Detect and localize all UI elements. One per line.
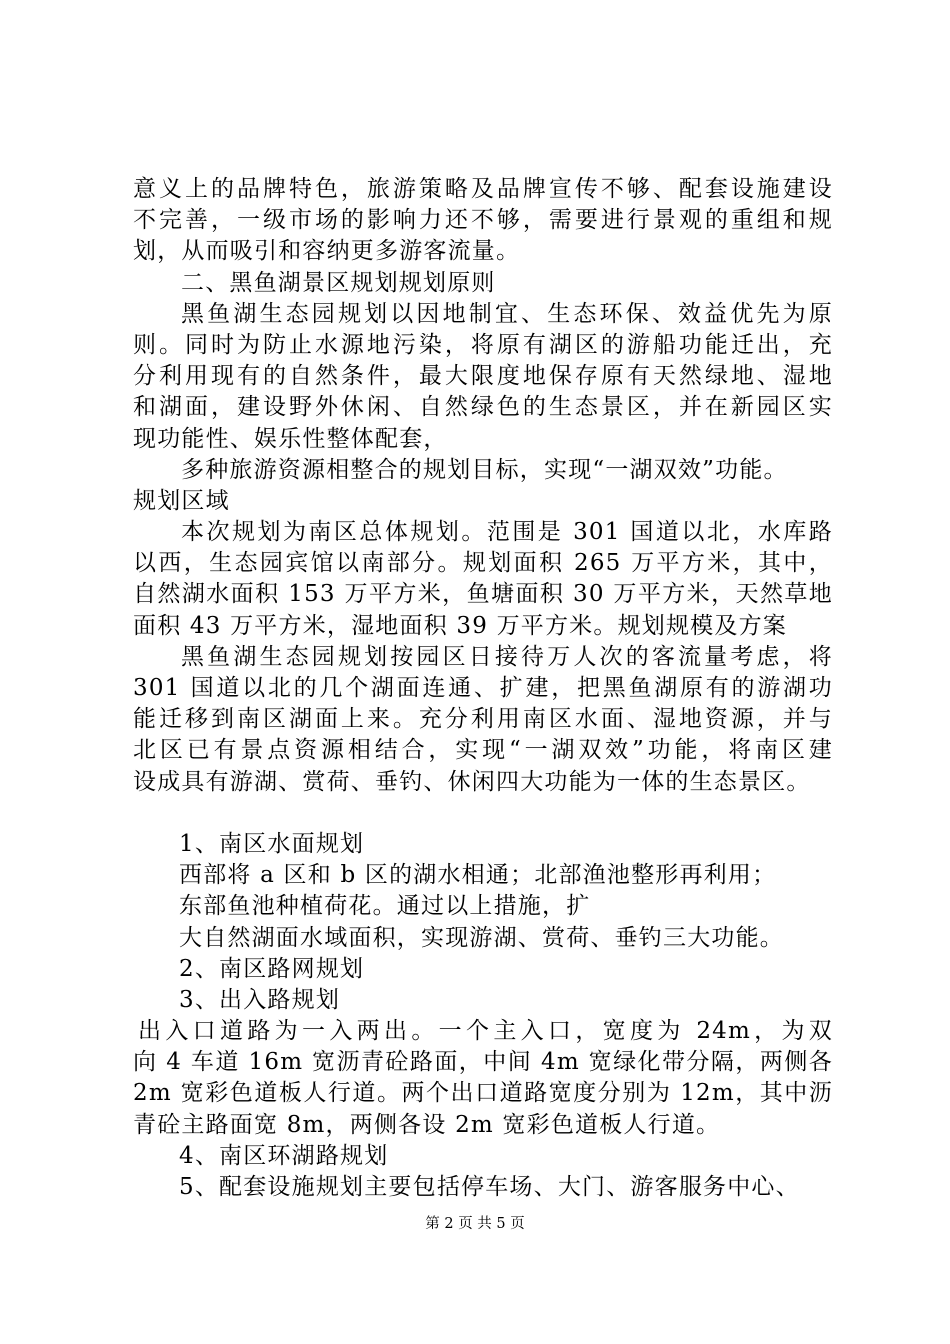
text-line: 划，从而吸引和容纳更多游客流量。 bbox=[133, 238, 521, 265]
text-line: 北区已有景点资源相结合，实现“一湖双效”功能，将南区建 bbox=[133, 737, 833, 764]
paragraph-start: 多种旅游资源相整合的规划目标，实现“一湖双效”功能。 bbox=[181, 456, 788, 483]
text-line: 能迁移到南区湖面上来。充分利用南区水面、湿地资源，并与 bbox=[133, 706, 833, 733]
text-line: 设成具有游湖、赏荷、垂钓、休闲四大功能为一体的生态景区。 bbox=[133, 768, 811, 795]
text-line: 大自然湖面水域面积，实现游湖、赏荷、垂钓三大功能。 bbox=[179, 924, 784, 951]
text-line: 向 4 车道 16m 宽沥青砼路面，中间 4m 宽绿化带分隔，两侧各 bbox=[133, 1049, 833, 1076]
section-heading: 5、配套设施规划主要包括停车场、大门、游客服务中心、 bbox=[179, 1174, 800, 1200]
text-line: 则。同时为防止水源地污染，将原有湖区的游船功能迁出，充 bbox=[133, 331, 833, 358]
section-heading: 2、南区路网规划 bbox=[179, 955, 365, 982]
section-heading: 4、南区环湖路规划 bbox=[179, 1142, 389, 1169]
text-line: 2m 宽彩色道板人行道。两个出口道路宽度分别为 12m，其中沥 bbox=[133, 1080, 833, 1107]
page-footer: 第 2 页 共 5 页 bbox=[425, 1216, 525, 1232]
text-line: 现功能性、娱乐性整体配套， bbox=[133, 425, 448, 452]
document-body bbox=[133, 174, 833, 1203]
paragraph-start: 黑鱼湖生态园规划以因地制宜、生态环保、效益优先为原 bbox=[181, 300, 833, 327]
text-line: 不完善，一级市场的影响力还不够，需要进行景观的重组和规 bbox=[133, 207, 833, 234]
text-line: 青砼主路面宽 8m，两侧各设 2m 宽彩色道板人行道。 bbox=[133, 1111, 721, 1138]
text-line: 以西，生态园宾馆以南部分。规划面积 265 万平方米，其中， bbox=[133, 550, 833, 577]
section-heading: 1、南区水面规划 bbox=[179, 830, 365, 857]
paragraph-start: 出入口道路为一入两出。一个主入口，宽度为 24m，为双 bbox=[138, 1018, 833, 1045]
text-line: 301 国道以北的几个湖面连通、扩建，把黑鱼湖原有的游湖功 bbox=[133, 675, 833, 701]
text-line: 面积 43 万平方米，湿地面积 39 万平方米。规划规模及方案 bbox=[133, 612, 787, 639]
text-line: 东部鱼池种植荷花。通过以上措施，扩 bbox=[179, 893, 591, 920]
section-heading: 3、出入路规划 bbox=[179, 986, 341, 1013]
text-line: 分利用现有的自然条件，最大限度地保存原有天然绿地、湿地 bbox=[133, 363, 833, 390]
paragraph-start: 本次规划为南区总体规划。范围是 301 国道以北，水库路 bbox=[181, 519, 833, 546]
text-line: 自然湖水面积 153 万平方米，鱼塘面积 30 万平方米，天然草地 bbox=[133, 581, 833, 608]
section-heading: 二、黑鱼湖景区规划规划原则 bbox=[181, 269, 496, 296]
paragraph-start: 黑鱼湖生态园规划按园区日接待万人次的客流量考虑，将 bbox=[181, 643, 833, 670]
blank-line bbox=[133, 798, 833, 829]
paragraph-start: 西部将 a 区和 b 区的湖水相通；北部渔池整形再利用； bbox=[179, 862, 777, 889]
text-line: 和湖面，建设野外休闲、自然绿色的生态景区，并在新园区实 bbox=[133, 394, 833, 421]
text-line: 意义上的品牌特色，旅游策略及品牌宣传不够、配套设施建设 bbox=[133, 176, 833, 202]
section-heading: 规划区域 bbox=[133, 487, 230, 514]
